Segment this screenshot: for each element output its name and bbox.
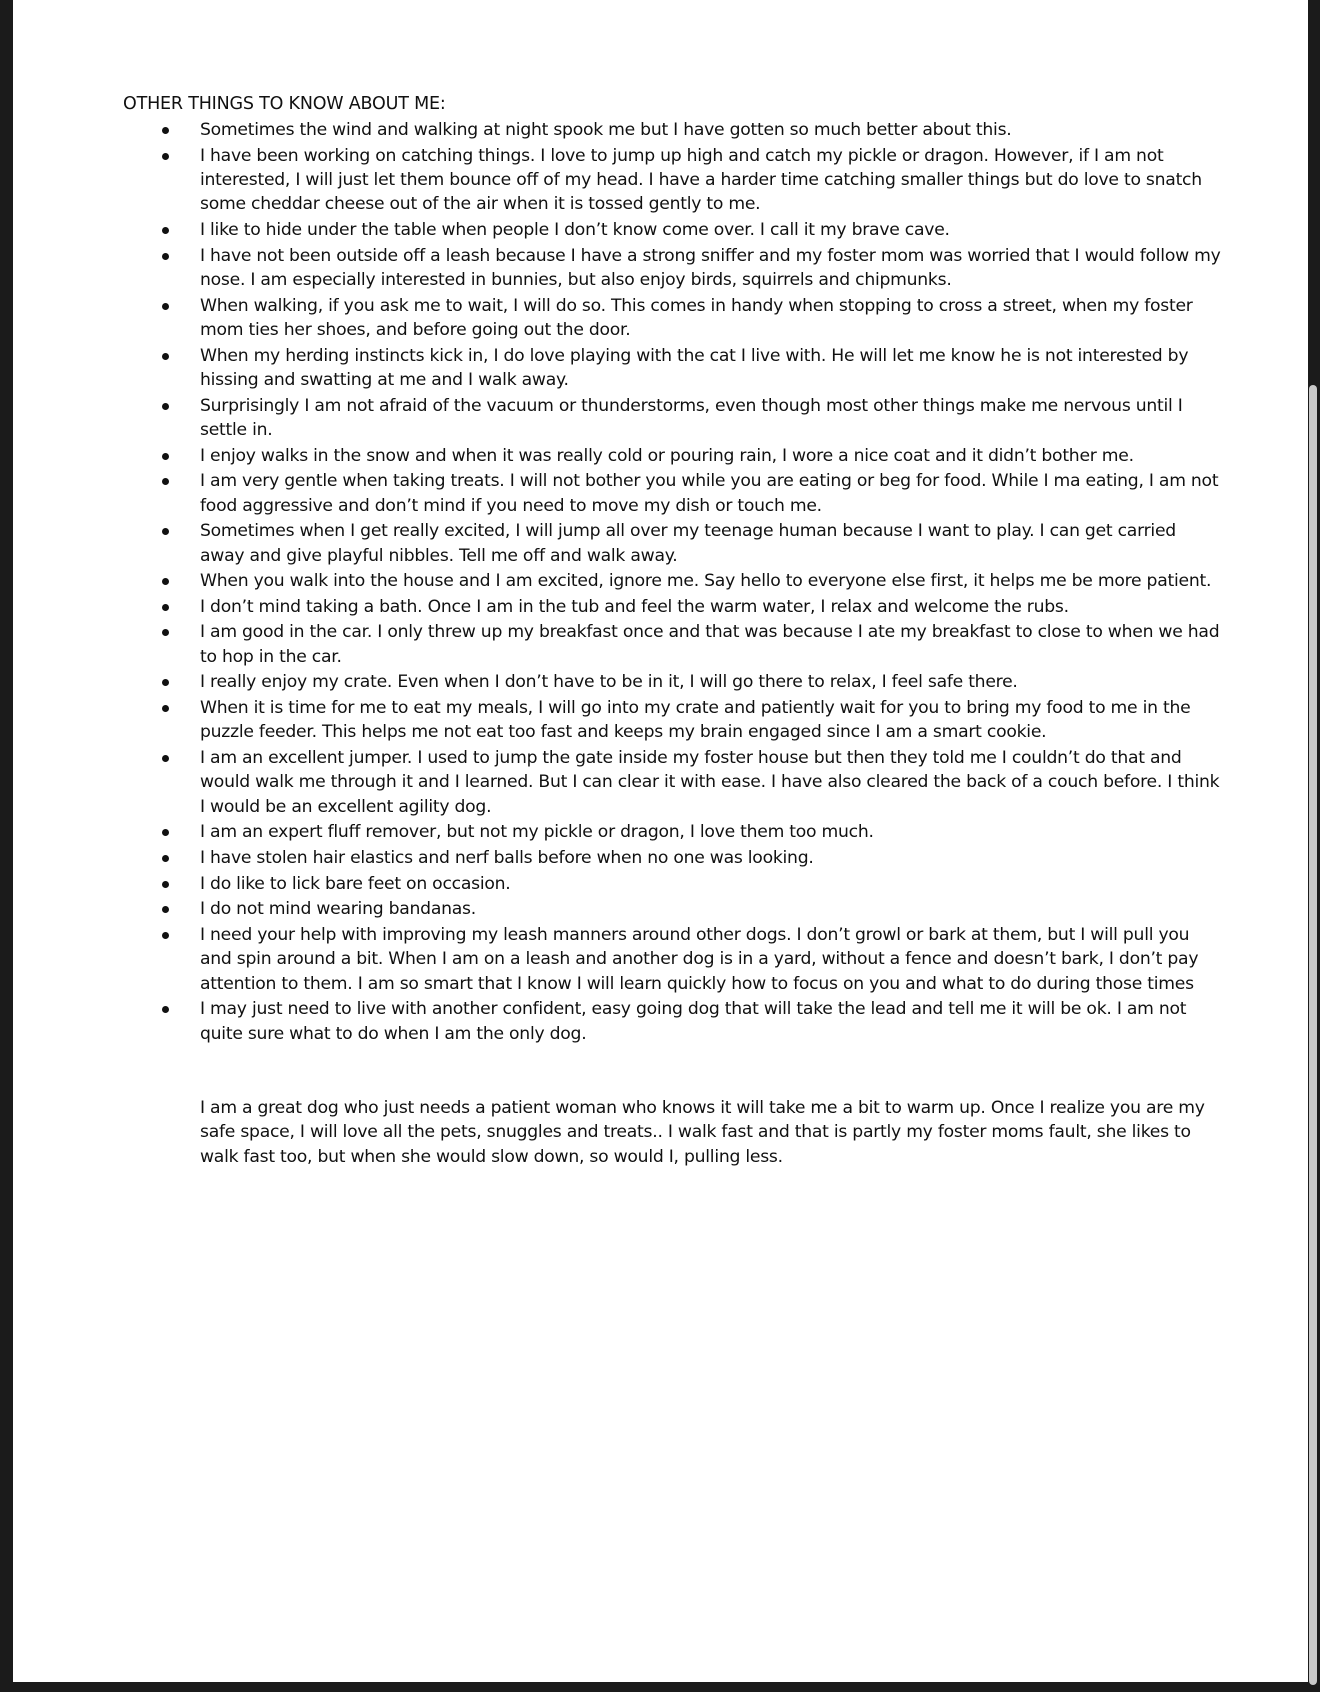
list-item <box>123 118 1223 142</box>
list-item <box>123 144 1223 217</box>
bullet-dot-icon <box>162 353 169 360</box>
bullet-dot-icon <box>162 629 169 636</box>
closing-paragraph: I am a great dog who just needs a patient woman who knows it will take me a bit to warm up. Once I realize you are my safe space, I will love all the pets, snuggles and treats.. I walk fast and that is partly my foster moms fault, she likes to walk fast too, but when she would slow down, so would I, pulling less. <box>200 1097 1205 1167</box>
list-item-text: I may just need to live with another confident, easy going dog that will take the lead and tell me it will be ok. I am not quite sure what to do when I am the only dog. <box>200 999 1187 1044</box>
bullet-dot-icon <box>162 932 169 939</box>
list-item <box>123 519 1223 568</box>
list-item-text: I am an expert fluff remover, but not my pickle or dragon, I love them too much. <box>200 822 874 843</box>
list-item <box>123 569 1223 593</box>
bullet-dot-icon <box>162 705 169 712</box>
list-item-text: Sometimes when I get really excited, I will jump all over my teenage human because I want to play. I can get carried away and give playful nibbles. Tell me off and walk away. <box>200 521 1176 566</box>
list-item <box>123 846 1223 870</box>
list-item <box>123 294 1223 343</box>
list-item-text: When walking, if you ask me to wait, I will do so. This comes in handy when stopping to cross a street, when my foster mom ties her shoes, and before going out the door. <box>200 295 1193 340</box>
bullet-list <box>123 118 1223 1046</box>
list-item-text: When it is time for me to eat my meals, I will go into my crate and patiently wait for you to bring my food to me in the puzzle feeder. This helps me not eat too fast and keeps my brain engaged since I am a smart cookie. <box>200 697 1191 743</box>
list-item <box>123 344 1223 393</box>
list-item <box>123 444 1223 468</box>
list-item-text: I like to hide under the table when people I don’t know come over. I call it my brave cave. <box>200 220 950 240</box>
list-item <box>123 218 1223 242</box>
list-item-text: When my herding instincts kick in, I do love playing with the cat I live with. He will let me know he is not interested by hissing and swatting at me and I walk away. <box>200 345 1189 390</box>
document-page <box>13 0 1308 1682</box>
bullet-dot-icon <box>162 604 169 611</box>
list-item <box>123 670 1223 694</box>
vertical-scrollbar[interactable] <box>1309 385 1317 1685</box>
bullet-dot-icon <box>162 153 169 160</box>
bullet-dot-icon <box>162 478 169 485</box>
list-item-text: I do not mind wearing bandanas. <box>200 899 476 920</box>
list-item-text: I am an excellent jumper. I used to jump the gate inside my foster house but then they told me I couldn’t do that and would walk me through it and I learned. But I can clear it with ease. I have also cleared the back of a couch before. I think I would be an excellent agility dog. <box>200 747 1220 817</box>
list-item-text: I have stolen hair elastics and nerf balls before when no one was looking. <box>200 847 814 868</box>
bullet-dot-icon <box>162 453 169 460</box>
list-item <box>123 595 1223 619</box>
list-item-text: I enjoy walks in the snow and when it was really cold or pouring rain, I wore a nice coat and it didn’t bother me. <box>200 445 1134 466</box>
list-item <box>123 923 1223 996</box>
bullet-dot-icon <box>162 303 169 310</box>
list-item-text: I have not been outside off a leash because I have a strong sniffer and my foster mom was worried that I would follow my nose. I am especially interested in bunnies, but also enjoy birds, squirrels and chipmunks. <box>200 245 1221 290</box>
list-item <box>123 997 1223 1046</box>
list-item-text: I don’t mind taking a bath. Once I am in the tub and feel the warm water, I relax and welcome the rubs. <box>200 596 1069 617</box>
bullet-dot-icon <box>162 679 169 686</box>
list-item <box>123 620 1223 669</box>
bullet-dot-icon <box>162 855 169 862</box>
bullet-dot-icon <box>162 755 169 762</box>
list-item-text: I am good in the car. I only threw up my breakfast once and that was because I ate my breakfast to close to when we had to hop in the car. <box>200 622 1220 667</box>
list-item <box>123 872 1223 896</box>
list-item-text: I really enjoy my crate. Even when I don’t have to be in it, I will go there to relax, I feel safe there. <box>200 672 1018 693</box>
list-item-text: Sometimes the wind and walking at night spook me but I have gotten so much better about this. <box>200 120 1012 140</box>
list-item <box>123 394 1223 443</box>
bullet-dot-icon <box>162 403 169 410</box>
bullet-dot-icon <box>162 528 169 535</box>
list-item <box>123 469 1223 518</box>
bullet-dot-icon <box>162 906 169 913</box>
list-item-text: When you walk into the house and I am excited, ignore me. Say hello to everyone else first, it helps me be more patient. <box>200 571 1212 592</box>
list-item <box>123 746 1223 819</box>
list-item <box>123 897 1223 921</box>
section-heading: OTHER THINGS TO KNOW ABOUT ME: <box>123 94 446 114</box>
list-item-text: Surprisingly I am not afraid of the vacuum or thunderstorms, even though most other things make me nervous until I settle in. <box>200 395 1183 440</box>
bullet-dot-icon <box>162 578 169 585</box>
list-item-text: I have been working on catching things. I love to jump up high and catch my pickle or dragon. However, if I am not interested, I will just let them bounce off of my head. I have a harder time catching smaller things but do love to snatch some cheddar cheese out of the air when it is tossed gently to me. <box>200 145 1202 215</box>
bullet-dot-icon <box>162 127 169 134</box>
document-body <box>123 92 1223 1169</box>
list-item <box>123 696 1223 745</box>
list-item-text: I need your help with improving my leash manners around other dogs. I don’t growl or bark at them, but I will pull you and spin around a bit. When I am on a leash and another dog is in a yard, without a fence and doesn’t bark, I don’t pay attention to them. I am so smart that I know I will learn quickly how to focus on you and what to do during those times <box>200 924 1199 994</box>
bullet-dot-icon <box>162 227 169 234</box>
bullet-dot-icon <box>162 253 169 260</box>
list-item-text: I am very gentle when taking treats. I will not bother you while you are eating or beg for food. While I ma eating, I am not food aggressive and don’t mind if you need to move my dish or touch me. <box>200 471 1219 516</box>
list-item <box>123 820 1223 844</box>
bullet-dot-icon <box>162 1006 169 1013</box>
list-item-text: I do like to lick bare feet on occasion. <box>200 873 511 894</box>
bullet-dot-icon <box>162 829 169 836</box>
bullet-dot-icon <box>162 881 169 888</box>
list-item <box>123 244 1223 293</box>
